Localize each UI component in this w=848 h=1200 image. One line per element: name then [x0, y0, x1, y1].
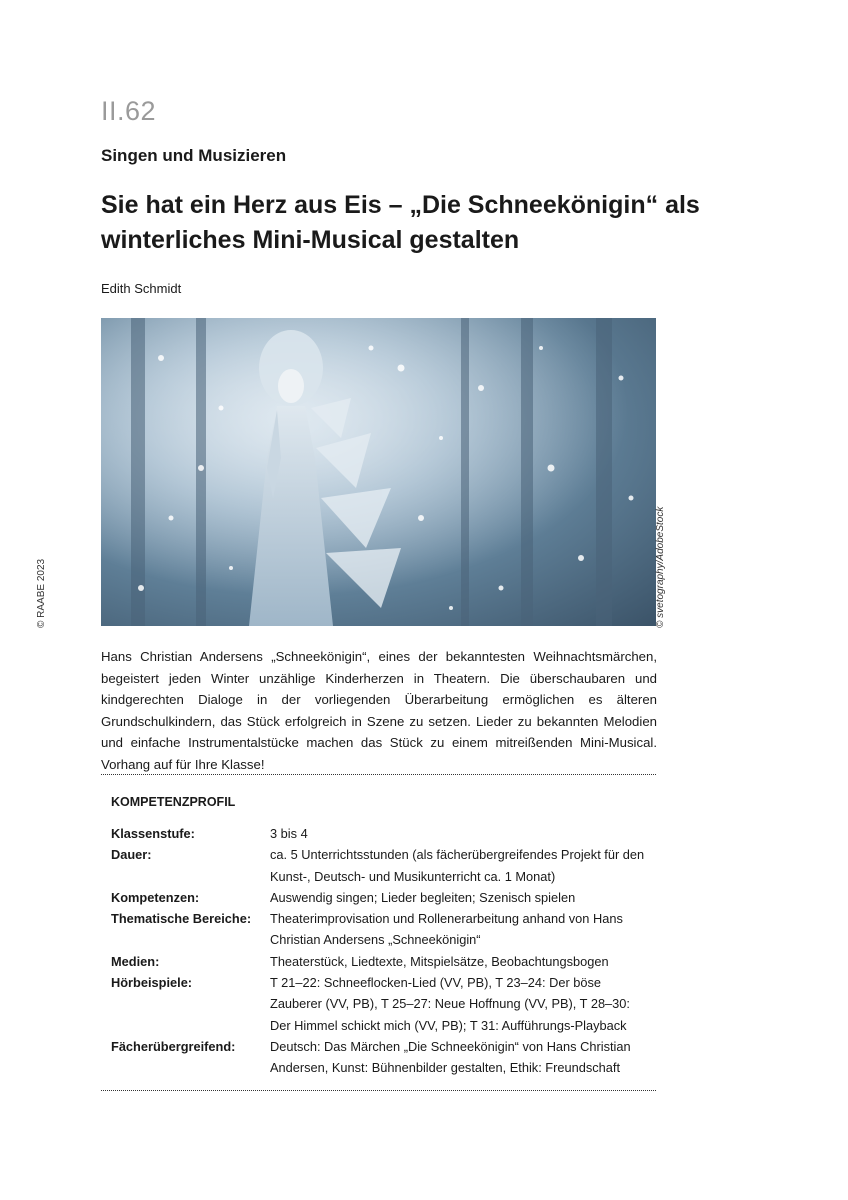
- snow-queen-photo: [101, 318, 656, 626]
- profile-row: [111, 823, 651, 844]
- profile-row: [111, 972, 651, 1036]
- profile-key: Kompetenzen:: [111, 889, 200, 905]
- snow-queen-illustration: [101, 318, 656, 626]
- author: Edith Schmidt: [101, 281, 182, 296]
- photo-credit: © svetography/AdobeStock: [655, 506, 666, 628]
- profile-row: [111, 951, 651, 972]
- profile-key: Medien:: [111, 953, 160, 969]
- competence-profile: [111, 823, 651, 1079]
- profile-heading: KOMPETENZPROFIL: [111, 795, 236, 809]
- profile-value: 3 bis 4: [270, 826, 308, 841]
- copyright-note: © RAABE 2023: [36, 558, 47, 628]
- profile-value: Auswendig singen; Lieder begleiten; Szenisch spielen: [270, 889, 576, 905]
- profile-value: T 21–22: Schneeflocken-Lied (VV, PB), T 23–24: Der böse Zauberer (VV, PB), T 25–27: Neue Hoffnung (VV, PB), T 28–30: Der Himmel schickt mich (VV, PB); T 31: Aufführungs-Playback: [270, 975, 630, 1033]
- profile-key: Thematische Bereiche:: [111, 911, 252, 927]
- intro-paragraph: Hans Christian Andersens „Schneekönigin“, eines der bekanntesten Weihnachtsmärchen, begeistert jeden Winter unzählige Kinderherzen in Theatern. Die überschaubaren und kindgerechten Dialoge in der vorliegenden Überarbeitung ermöglichen es älteren Grundschulkindern, das Stück erfolgreich in Szene zu setzen. Lieder zu bekannten Melodien und einfache Instrumentalstücke machen das Stück zu einem mitreißenden Mini-Musical. Vorhang auf für Ihre Klasse!: [101, 649, 657, 772]
- profile-value: ca. 5 Unterrichtsstunden (als fächerübergreifendes Projekt für den Kunst-, Deutsch- und Musikunterricht ca. 1 Monat): [270, 847, 645, 884]
- page-title: Sie hat ein Herz aus Eis – „Die Schneekönigin“ als winterliches Mini-Musical gestalten: [101, 191, 700, 254]
- profile-value: Deutsch: Das Märchen „Die Schneekönigin“ von Hans Christian Andersen, Kunst: Bühnenbilder gestalten, Ethik: Freundschaft: [270, 1038, 631, 1076]
- profile-row: [111, 1036, 651, 1079]
- profile-row: [111, 887, 651, 908]
- profile-value: Theaterimprovisation und Rollenerarbeitung anhand von Hans Christian Andersens „Schneekönigin“: [270, 911, 623, 948]
- profile-key: Dauer:: [111, 847, 152, 863]
- series-code: II.62: [101, 96, 157, 126]
- profile-row: [111, 908, 651, 951]
- profile-key: Hörbeispiele:: [111, 975, 193, 991]
- profile-row: [111, 844, 651, 887]
- divider-top: [101, 774, 656, 775]
- divider-bottom: [101, 1090, 656, 1091]
- profile-value: Theaterstück, Liedtexte, Mitspielsätze, Beobachtungsbogen: [270, 953, 609, 969]
- profile-key: Fächerübergreifend:: [111, 1038, 236, 1054]
- profile-key: Klassenstufe:: [111, 826, 195, 841]
- category-heading: Singen und Musizieren: [101, 146, 287, 165]
